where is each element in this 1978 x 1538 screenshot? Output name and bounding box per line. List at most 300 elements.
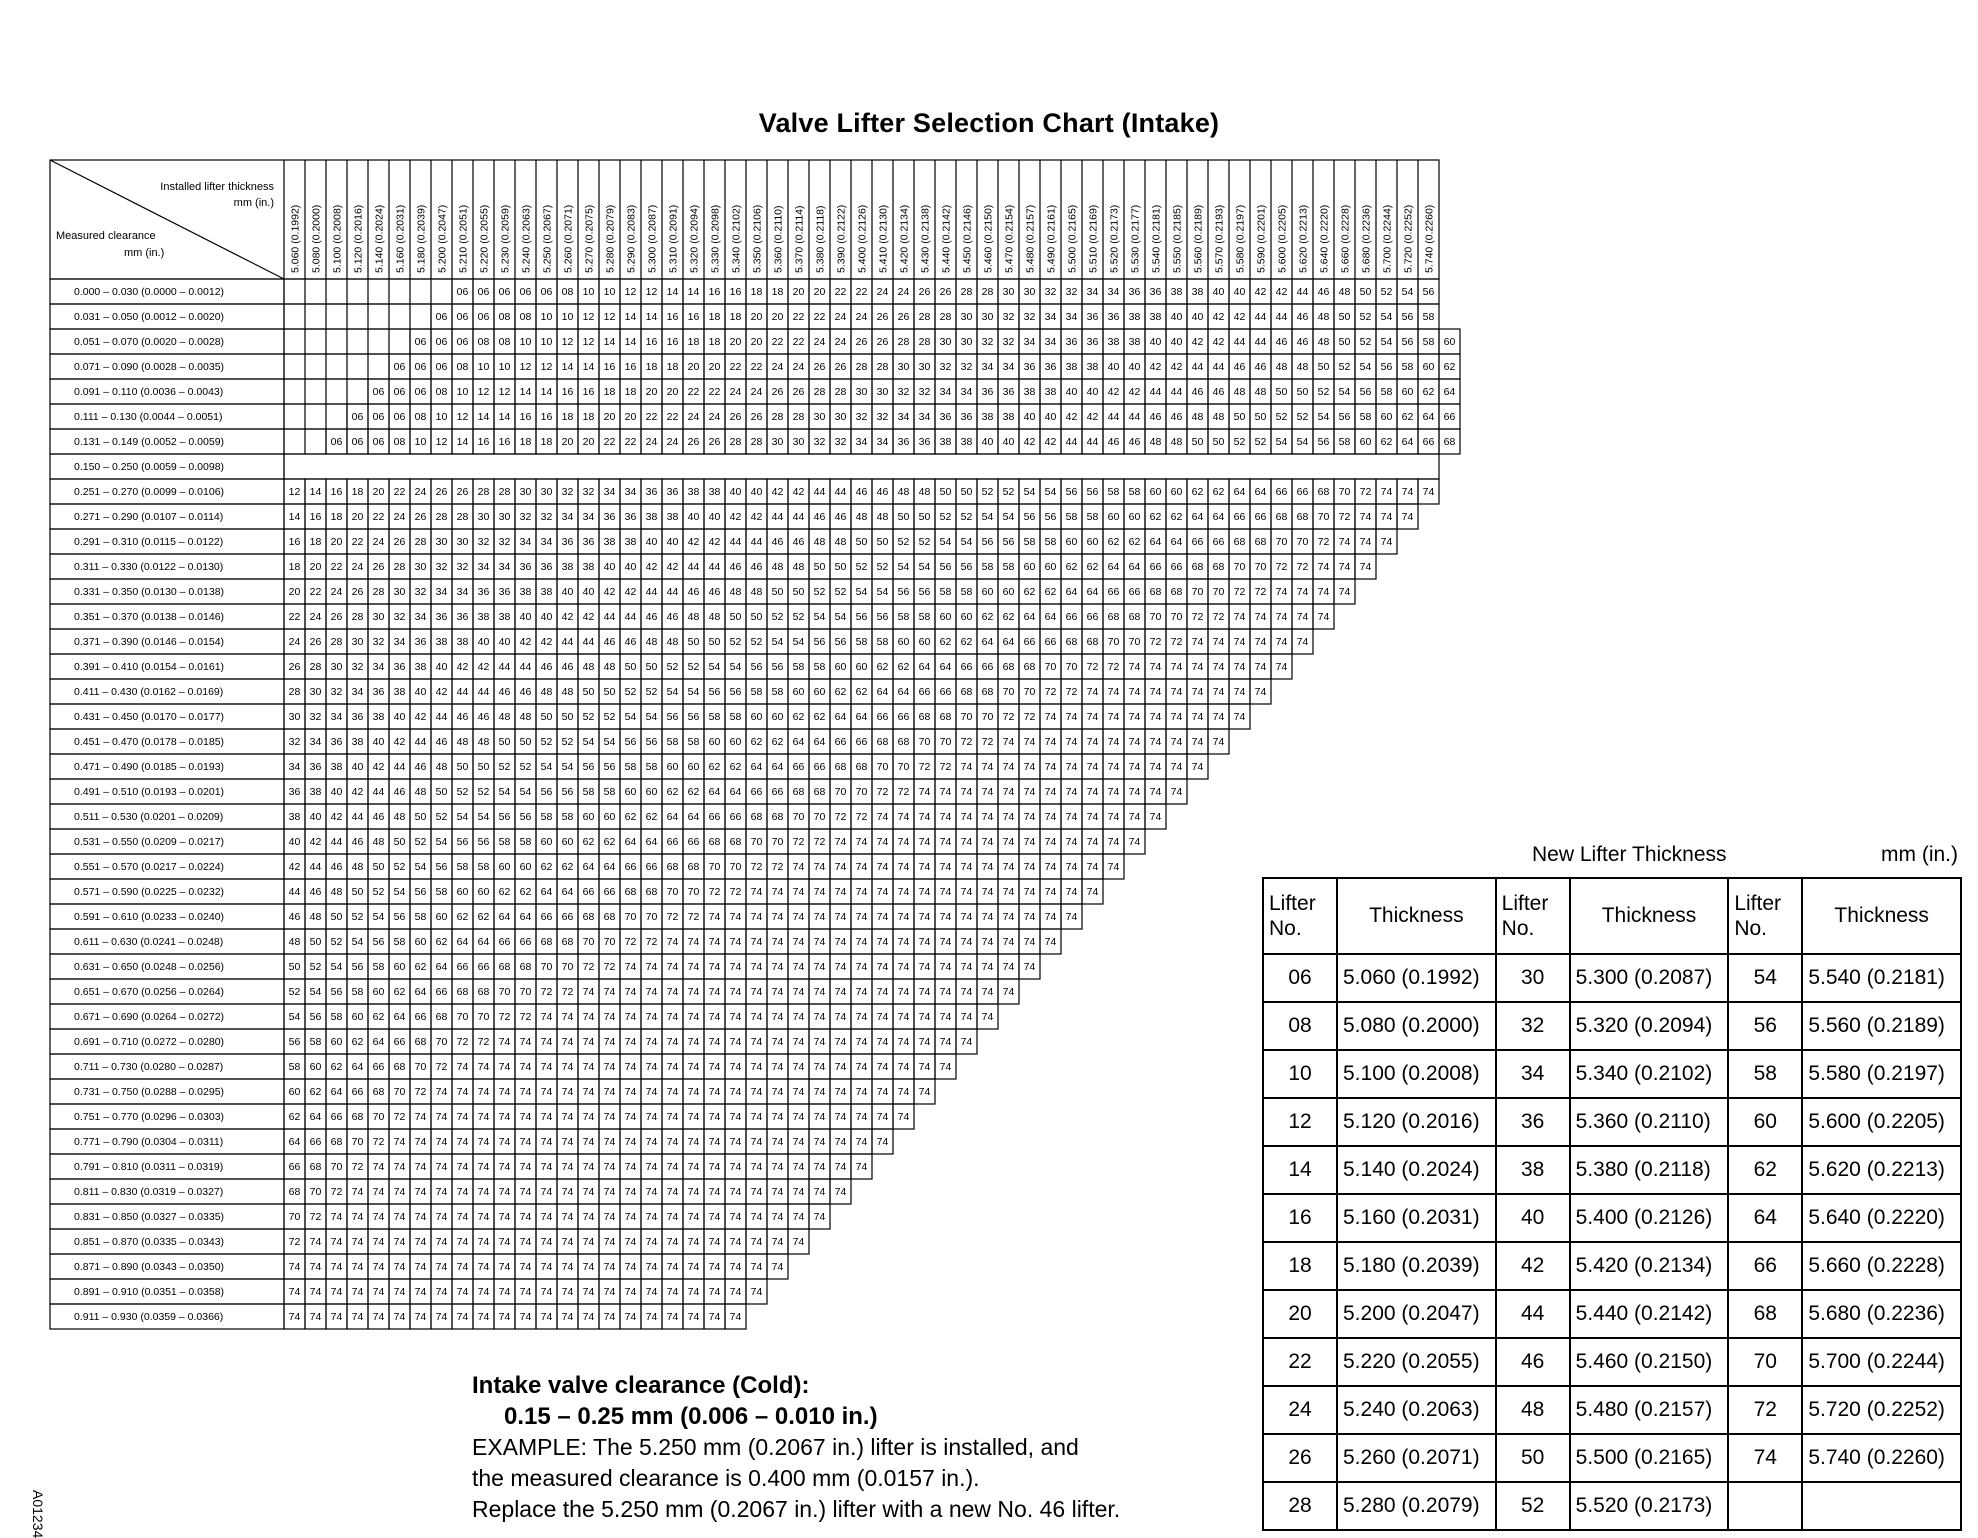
lifter-number: 74 (309, 1311, 322, 1323)
lifter-number: 14 (477, 411, 490, 423)
lifter-number: 74 (309, 1236, 322, 1248)
lifter-number: 74 (813, 861, 826, 873)
clearance-label: 0.651 – 0.670 (0.0256 – 0.0264) (74, 986, 225, 998)
installed-thickness-label: 5.720 (0.2252) (1402, 204, 1415, 273)
lifter-number: 74 (624, 1136, 637, 1148)
lifter-number: 56 (897, 586, 910, 598)
lifter-number: 74 (708, 1136, 721, 1148)
lifter-number: 26 (939, 286, 952, 298)
lifter-number: 74 (540, 1061, 553, 1073)
installed-thickness-label: 5.200 (0.2047) (436, 204, 449, 273)
lifter-number: 74 (330, 1236, 343, 1248)
lifter-number: 60 (1023, 561, 1036, 573)
lifter-number: 16 (582, 386, 595, 398)
lifter-number: 24 (876, 286, 889, 298)
lifter-number: 74 (792, 1111, 805, 1123)
lifter-number: 74 (330, 1211, 343, 1223)
lifter-number: 40 (666, 536, 679, 548)
lifter-number: 14 (288, 511, 301, 523)
lifter-number: 74 (603, 1236, 616, 1248)
lifter-number: 74 (687, 1136, 700, 1148)
lifter-number: 66 (372, 1061, 385, 1073)
lifter-number: 68 (918, 711, 931, 723)
lifter-number: 74 (1044, 811, 1057, 823)
lifter-number: 14 (603, 336, 616, 348)
lifter-number: 74 (540, 1086, 553, 1098)
clearance-label: 0.511 – 0.530 (0.0201 – 0.0209) (74, 811, 224, 823)
lifter-number: 20 (309, 561, 322, 573)
lifter-number: 18 (561, 411, 574, 423)
lifter-number: 74 (1422, 486, 1435, 498)
lifter-number: 30 (792, 436, 805, 448)
lifter-number: 56 (582, 761, 595, 773)
lifter-number: 74 (519, 1061, 532, 1073)
lifter-number: 52 (750, 636, 763, 648)
lifter-number: 18 (540, 436, 553, 448)
lifter-number: 60 (603, 811, 616, 823)
lifter-number: 74 (519, 1161, 532, 1173)
lifter-number: 74 (897, 986, 910, 998)
lifter-number: 70 (834, 786, 847, 798)
example-line-3: Replace the 5.250 mm (0.2067 in.) lifter with a new No. 46 lifter. (472, 1496, 1121, 1522)
lifter-number: 58 (414, 911, 427, 923)
lifter-number: 24 (288, 636, 301, 648)
lifter-number: 66 (729, 811, 742, 823)
lifter-number: 64 (351, 1061, 364, 1073)
lifter-number: 70 (855, 786, 868, 798)
lifter-number: 46 (645, 611, 658, 623)
lifter-number: 74 (1191, 736, 1204, 748)
lifter-number: 56 (561, 786, 574, 798)
thickness-cell: 5.380 (0.2118) (1570, 1146, 1729, 1194)
lifter-number: 74 (1128, 686, 1141, 698)
lifter-no-header: Lifter No. (1496, 878, 1570, 954)
lifter-number: 68 (477, 986, 490, 998)
lifter-number: 44 (1233, 336, 1246, 348)
lifter-number: 50 (1254, 411, 1267, 423)
lifter-number: 74 (351, 1311, 364, 1323)
lifter-number: 74 (750, 936, 763, 948)
lifter-number: 66 (456, 961, 469, 973)
lifter-number: 34 (477, 561, 490, 573)
lifter-number: 22 (393, 486, 406, 498)
lifter-number: 40 (645, 536, 658, 548)
lifter-number: 52 (1317, 386, 1330, 398)
lifter-number: 44 (603, 611, 616, 623)
lifter-number: 38 (330, 761, 343, 773)
lifter-no-cell: 26 (1263, 1434, 1337, 1482)
lifter-number: 06 (393, 411, 406, 423)
lifter-number: 74 (561, 1261, 574, 1273)
lifter-number: 74 (1065, 836, 1078, 848)
lifter-number: 54 (456, 811, 469, 823)
lifter-number: 74 (1086, 736, 1099, 748)
lifter-number: 54 (1275, 436, 1288, 448)
lifter-number: 56 (1023, 511, 1036, 523)
lifter-number: 74 (1107, 711, 1120, 723)
installed-thickness-label: 5.160 (0.2031) (394, 204, 407, 273)
lifter-number: 70 (1170, 611, 1183, 623)
lifter-number: 60 (456, 886, 469, 898)
lifter-number: 44 (813, 486, 826, 498)
lifter-number: 28 (897, 336, 910, 348)
lifter-number: 50 (1338, 311, 1351, 323)
lifter-no-cell: 24 (1263, 1386, 1337, 1434)
lifter-number: 74 (687, 1086, 700, 1098)
lifter-number: 34 (582, 511, 595, 523)
lifter-number: 42 (687, 536, 700, 548)
lifter-number: 40 (435, 661, 448, 673)
lifter-number: 54 (309, 986, 322, 998)
lifter-number: 56 (1065, 486, 1078, 498)
lifter-number: 74 (792, 1036, 805, 1048)
lifter-number: 46 (1191, 386, 1204, 398)
lifter-number: 30 (288, 711, 301, 723)
lifter-number: 06 (477, 286, 490, 298)
lifter-number: 50 (414, 811, 427, 823)
lifter-number: 60 (1422, 361, 1435, 373)
lifter-number: 16 (666, 336, 679, 348)
lifter-number: 50 (540, 711, 553, 723)
lifter-number: 70 (876, 761, 889, 773)
lifter-number: 10 (456, 386, 469, 398)
lifter-number: 74 (729, 1011, 742, 1023)
lifter-number: 52 (477, 786, 490, 798)
lifter-number: 72 (708, 886, 721, 898)
lifter-number: 74 (981, 936, 994, 948)
lifter-number: 22 (813, 311, 826, 323)
lifter-number: 44 (309, 861, 322, 873)
lifter-number: 30 (477, 511, 490, 523)
lifter-number: 64 (687, 811, 700, 823)
lifter-number: 74 (666, 1011, 679, 1023)
lifter-number: 54 (498, 786, 511, 798)
lifter-number: 34 (624, 486, 637, 498)
lifter-number: 68 (435, 1011, 448, 1023)
lifter-number: 48 (1149, 436, 1162, 448)
lifter-number: 46 (456, 711, 469, 723)
lifter-number: 74 (771, 886, 784, 898)
lifter-number: 74 (876, 811, 889, 823)
lifter-number: 62 (687, 786, 700, 798)
lifter-number: 48 (834, 536, 847, 548)
lifter-number: 40 (1086, 386, 1099, 398)
lifter-number: 62 (1191, 486, 1204, 498)
lifter-number: 74 (603, 1211, 616, 1223)
lifter-number: 74 (813, 986, 826, 998)
lifter-number: 38 (960, 436, 973, 448)
lifter-number: 44 (1191, 361, 1204, 373)
lifter-number: 54 (855, 586, 868, 598)
lifter-number: 52 (393, 861, 406, 873)
thickness-cell: 5.440 (0.2142) (1570, 1290, 1729, 1338)
lifter-number: 60 (834, 661, 847, 673)
lifter-number: 20 (708, 361, 721, 373)
lifter-number: 72 (498, 1011, 511, 1023)
lifter-number: 38 (1107, 336, 1120, 348)
lifter-number: 36 (960, 411, 973, 423)
lifter-number: 38 (435, 636, 448, 648)
lifter-number: 70 (393, 1086, 406, 1098)
lifter-number: 68 (813, 786, 826, 798)
lifter-number: 48 (414, 786, 427, 798)
lifter-number: 56 (624, 736, 637, 748)
lifter-number: 74 (1002, 886, 1015, 898)
lifter-number: 52 (876, 561, 889, 573)
lifter-number: 48 (1275, 361, 1288, 373)
lifter-number: 74 (456, 1086, 469, 1098)
lifter-number: 50 (1212, 436, 1225, 448)
lifter-number: 74 (792, 1011, 805, 1023)
thickness-cell: 5.480 (0.2157) (1570, 1386, 1729, 1434)
lifter-number: 62 (666, 786, 679, 798)
lifter-number: 30 (435, 536, 448, 548)
lifter-number: 74 (309, 1286, 322, 1298)
lifter-number: 24 (834, 311, 847, 323)
installed-thickness-label: 5.290 (0.2083) (625, 204, 638, 273)
lifter-number: 74 (708, 1236, 721, 1248)
corner-label: Installed lifter thickness (160, 181, 274, 193)
lifter-number: 22 (351, 536, 364, 548)
lifter-number: 62 (1149, 511, 1162, 523)
lifter-number: 50 (351, 886, 364, 898)
lifter-number: 56 (813, 636, 826, 648)
lifter-number: 74 (456, 1311, 469, 1323)
lifter-number: 38 (1128, 336, 1141, 348)
lifter-number: 64 (1002, 636, 1015, 648)
installed-thickness-label: 5.140 (0.2024) (373, 204, 386, 273)
thickness-header: Thickness (1570, 878, 1729, 954)
lifter-number: 74 (1107, 686, 1120, 698)
lifter-number: 18 (309, 536, 322, 548)
lifter-number: 58 (477, 861, 490, 873)
lifter-number: 74 (1254, 636, 1267, 648)
lifter-number: 56 (708, 686, 721, 698)
lifter-number: 74 (1023, 736, 1036, 748)
lifter-number: 36 (288, 786, 301, 798)
lifter-number: 10 (540, 336, 553, 348)
lifter-number: 38 (981, 411, 994, 423)
lifter-number: 68 (1254, 536, 1267, 548)
lifter-number: 40 (582, 586, 595, 598)
clearance-label: 0.591 – 0.610 (0.0233 – 0.0240) (74, 911, 225, 923)
lifter-number: 20 (288, 586, 301, 598)
lifter-number: 74 (729, 1161, 742, 1173)
lifter-number: 34 (372, 661, 385, 673)
lifter-number: 70 (708, 861, 721, 873)
lifter-number: 64 (708, 786, 721, 798)
lifter-number: 74 (1170, 761, 1183, 773)
lifter-number: 74 (750, 1011, 763, 1023)
lifter-number: 66 (876, 711, 889, 723)
lifter-number: 74 (1338, 586, 1351, 598)
lifter-number: 74 (708, 1036, 721, 1048)
lifter-number: 40 (1170, 336, 1183, 348)
lifter-number: 62 (540, 861, 553, 873)
lifter-number: 24 (309, 611, 322, 623)
lifter-number: 48 (750, 586, 763, 598)
lifter-number: 50 (834, 561, 847, 573)
lifter-number: 72 (582, 961, 595, 973)
lifter-number: 58 (645, 761, 658, 773)
lifter-number: 74 (876, 1036, 889, 1048)
lifter-number: 06 (372, 436, 385, 448)
thickness-header: Thickness (1802, 878, 1961, 954)
lifter-number: 36 (519, 561, 532, 573)
lifter-number: 66 (393, 1036, 406, 1048)
lifter-number: 56 (666, 711, 679, 723)
lifter-number: 64 (288, 1136, 301, 1148)
lifter-number: 20 (372, 486, 385, 498)
lifter-number: 34 (981, 361, 994, 373)
installed-thickness-label: 5.620 (0.2213) (1297, 204, 1310, 273)
clearance-label: 0.071 – 0.090 (0.0028 – 0.0035) (74, 361, 225, 373)
lifter-number: 48 (1212, 411, 1225, 423)
lifter-number: 68 (1275, 511, 1288, 523)
lifter-number: 40 (1212, 286, 1225, 298)
lifter-number: 74 (750, 1036, 763, 1048)
lifter-number: 32 (372, 636, 385, 648)
lifter-number: 58 (981, 561, 994, 573)
lifter-number: 26 (708, 436, 721, 448)
installed-thickness-label: 5.500 (0.2165) (1066, 204, 1079, 273)
lifter-number: 70 (519, 986, 532, 998)
lifter-number: 74 (939, 786, 952, 798)
thickness-cell: 5.120 (0.2016) (1337, 1098, 1496, 1146)
lifter-number: 62 (729, 761, 742, 773)
lifter-number: 74 (435, 1236, 448, 1248)
lifter-number: 28 (288, 686, 301, 698)
lifter-number: 70 (1296, 536, 1309, 548)
lifter-number: 48 (1254, 386, 1267, 398)
lifter-number: 68 (540, 936, 553, 948)
lifter-number: 16 (729, 286, 742, 298)
lifter-number: 28 (414, 536, 427, 548)
new-lifter-row (1263, 1194, 1961, 1242)
thickness-cell: 5.460 (0.2150) (1570, 1338, 1729, 1386)
lifter-number: 62 (771, 736, 784, 748)
lifter-number: 74 (1149, 661, 1162, 673)
lifter-number: 74 (477, 1186, 490, 1198)
lifter-number: 38 (582, 561, 595, 573)
lifter-number: 62 (1002, 611, 1015, 623)
lifter-number: 74 (876, 861, 889, 873)
lifter-number: 20 (792, 286, 805, 298)
lifter-number: 74 (1044, 861, 1057, 873)
lifter-number: 70 (540, 961, 553, 973)
lifter-number: 74 (624, 1061, 637, 1073)
lifter-number: 72 (1359, 486, 1372, 498)
lifter-number: 20 (624, 411, 637, 423)
lifter-number: 74 (750, 1286, 763, 1298)
lifter-number: 54 (729, 661, 742, 673)
lifter-number: 66 (666, 836, 679, 848)
lifter-number: 62 (624, 811, 637, 823)
lifter-number: 68 (1065, 636, 1078, 648)
lifter-number: 44 (729, 536, 742, 548)
installed-thickness-label: 5.210 (0.2051) (457, 204, 470, 273)
lifter-number: 74 (960, 911, 973, 923)
lifter-number: 74 (855, 1111, 868, 1123)
lifter-number: 48 (729, 586, 742, 598)
lifter-number: 74 (1023, 836, 1036, 848)
lifter-number: 46 (309, 886, 322, 898)
lifter-number: 72 (1254, 586, 1267, 598)
lifter-no-cell: 12 (1263, 1098, 1337, 1146)
lifter-number: 28 (981, 286, 994, 298)
clearance-label: 0.531 – 0.550 (0.0209 – 0.0217) (74, 836, 225, 848)
lifter-number: 72 (603, 961, 616, 973)
lifter-number: 30 (309, 686, 322, 698)
lifter-number: 30 (1002, 286, 1015, 298)
lifter-number: 74 (960, 886, 973, 898)
lifter-number: 68 (960, 686, 973, 698)
lifter-number: 38 (372, 711, 385, 723)
lifter-number: 74 (729, 1186, 742, 1198)
lifter-number: 60 (519, 861, 532, 873)
lifter-number: 62 (561, 861, 574, 873)
lifter-number: 74 (897, 861, 910, 873)
installed-thickness-label: 5.510 (0.2169) (1087, 204, 1100, 273)
lifter-number: 58 (792, 661, 805, 673)
lifter-number: 68 (792, 786, 805, 798)
clearance-label: 0.251 – 0.270 (0.0099 – 0.0106) (74, 486, 225, 498)
lifter-number: 70 (1317, 511, 1330, 523)
lifter-no-cell: 50 (1496, 1434, 1570, 1482)
thickness-cell: 5.160 (0.2031) (1337, 1194, 1496, 1242)
lifter-number: 60 (1380, 411, 1393, 423)
clearance-label: 0.811 – 0.830 (0.0319 – 0.0327) (74, 1186, 224, 1198)
lifter-number: 74 (687, 986, 700, 998)
installed-thickness-label: 5.370 (0.2114) (793, 205, 806, 273)
lifter-number: 32 (1065, 286, 1078, 298)
lifter-number: 64 (1191, 511, 1204, 523)
lifter-number: 06 (351, 436, 364, 448)
lifter-number: 74 (729, 1086, 742, 1098)
lifter-number: 74 (981, 861, 994, 873)
installed-thickness-label: 5.220 (0.2055) (478, 204, 491, 273)
lifter-number: 52 (372, 886, 385, 898)
new-lifter-row (1263, 1482, 1961, 1530)
lifter-no-cell: 20 (1263, 1290, 1337, 1338)
lifter-number: 40 (708, 511, 721, 523)
figure-id: A01234 (30, 1490, 46, 1538)
lifter-number: 52 (918, 536, 931, 548)
lifter-number: 74 (897, 1111, 910, 1123)
lifter-number: 68 (1107, 611, 1120, 623)
lifter-number: 18 (288, 561, 301, 573)
lifter-number: 54 (1401, 286, 1414, 298)
lifter-number: 74 (876, 1011, 889, 1023)
lifter-number: 74 (1233, 686, 1246, 698)
lifter-number: 74 (1149, 811, 1162, 823)
lifter-number: 74 (834, 986, 847, 998)
lifter-number: 46 (750, 561, 763, 573)
lifter-number: 34 (939, 386, 952, 398)
lifter-number: 72 (792, 836, 805, 848)
lifter-number: 74 (1086, 761, 1099, 773)
lifter-number: 62 (477, 911, 490, 923)
lifter-number: 26 (414, 511, 427, 523)
lifter-number: 42 (309, 836, 322, 848)
lifter-number: 58 (771, 686, 784, 698)
thickness-cell: 5.740 (0.2260) (1802, 1434, 1961, 1482)
lifter-number: 74 (939, 936, 952, 948)
lifter-number: 68 (414, 1036, 427, 1048)
lifter-number: 74 (1212, 661, 1225, 673)
lifter-number: 74 (519, 1311, 532, 1323)
lifter-number: 72 (435, 1061, 448, 1073)
